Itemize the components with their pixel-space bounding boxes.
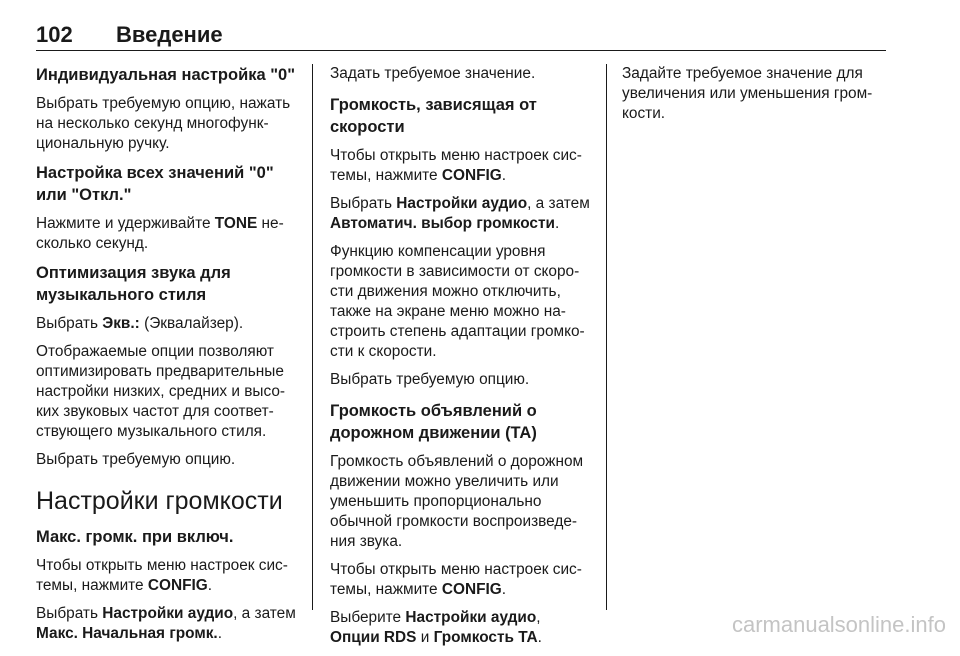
para-path-2: Выберите Настройки аудио, Опции RDS и Громкость TA. [330,609,542,646]
heading-all-values: Настройка всех значений "0" или "Откл." [36,164,274,204]
heading-volume-settings: Настройки громкости [36,487,283,515]
column-divider [312,64,313,610]
column-divider [606,64,607,610]
para-individual: Выбрать требуемую опцию, нажать на несколько секунд многофунк- циональную ручку. [36,95,291,152]
heading-speed-volume: Громкость, зависящая от скорости [330,96,537,136]
watermark: carmanualsonline.info [731,612,946,637]
para-function: Функцию компенсации уровня громкости в зависимости от скоро- сти движения можно отключить, также на экране меню можно на- строить степень адаптации громко- сти к скорости. [330,243,585,360]
heading-optimize: Оптимизация звука для музыкального стиля [36,264,231,304]
heading-max-volume: Макс. громк. при включ. [36,528,234,546]
para-path: Выбрать Настройки аудио, а затем Макс. Начальная громк.. [36,605,296,642]
para-select: Выбрать требуемую опцию. [36,451,236,468]
para-options: Отображаемые опции позволяют оптимизировать предварительные настройки низких, средних и высо- ких звуковых частот для соответ- ствующего музыкального стиля. [36,343,286,440]
page-number: 102 [36,22,73,47]
column-3 [622,64,890,132]
page-header [36,22,886,51]
heading-ta: Громкость объявлений о дорожном движении (TA) [330,402,537,442]
para-config: Чтобы открыть меню настроек сис- темы, нажмите CONFIG. [330,147,582,184]
para-eq: Выбрать Экв.: (Эквалайзер). [36,315,244,332]
para-select: Выбрать требуемую опцию. [330,371,530,388]
para-set-value-ta: Задайте требуемое значение для увеличения или уменьшения гром- кости. [622,65,873,122]
section-title: Введение [116,22,223,47]
heading-individual: Индивидуальная настройка "0" [36,66,296,84]
column-1 [36,64,298,652]
para-all-values: Нажмите и удерживайте TONE не- сколько секунд. [36,215,284,252]
para-config: Чтобы открыть меню настроек сис- темы, нажмите CONFIG. [36,557,288,594]
para-ta: Громкость объявлений о дорожном движении можно увеличить или уменьшить пропорционально обычной громкости воспроизведе- ния звука. [330,453,584,550]
para-config-2: Чтобы открыть меню настроек сис- темы, нажмите CONFIG. [330,561,582,598]
para-set-value: Задать требуемое значение. [330,65,536,82]
para-path: Выбрать Настройки аудио, а затем Автоматич. выбор громкости. [330,195,590,232]
column-2 [330,64,598,656]
